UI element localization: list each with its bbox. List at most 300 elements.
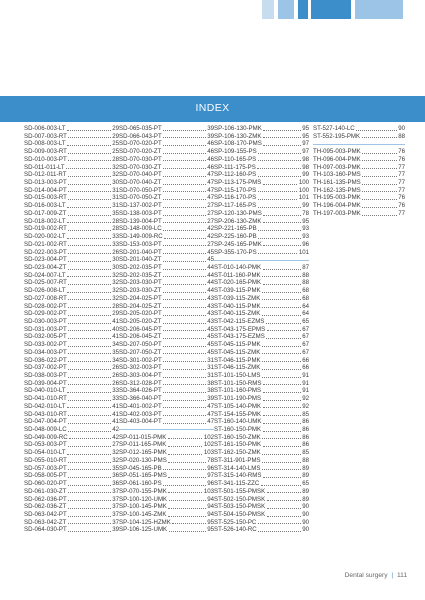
product-code: SD-070-020-ZT	[119, 148, 162, 156]
dot-leader	[68, 411, 110, 417]
page-reference: 76	[398, 155, 405, 163]
dot-leader	[262, 449, 300, 455]
page-reference: 44	[207, 263, 214, 271]
page-reference: 44	[207, 271, 214, 279]
index-entry	[214, 434, 309, 442]
product-code: SD-202-035-PT	[119, 263, 162, 271]
dot-leader	[356, 125, 397, 131]
product-code: SD-153-003-PT	[119, 240, 162, 248]
index-entry	[119, 310, 214, 318]
page-reference: 40	[112, 325, 119, 333]
index-entry	[214, 426, 309, 434]
product-code: SD-203-030-PT	[119, 279, 162, 287]
index-entry	[214, 457, 309, 465]
product-code: SP-012-165-PMK	[119, 449, 167, 457]
page-reference: 96	[302, 240, 309, 248]
page-reference: 98	[302, 163, 309, 171]
index-entry	[119, 303, 214, 311]
index-entry	[214, 387, 309, 395]
index-entry	[119, 503, 214, 511]
product-code: TH-161-135-PMS	[313, 179, 361, 187]
dot-leader	[68, 187, 111, 193]
product-code: SD-048-009-LC	[24, 426, 67, 434]
dot-leader	[68, 511, 111, 517]
index-entry	[24, 171, 119, 179]
index-entry	[24, 357, 119, 365]
product-code: ST-045-115-ZMK	[214, 348, 261, 356]
page-reference: 42	[112, 426, 119, 434]
dot-leader	[163, 333, 206, 339]
dot-leader	[163, 256, 206, 262]
index-entry	[214, 333, 309, 341]
index-entry	[119, 295, 214, 303]
product-code: SD-039-004-PT	[24, 379, 67, 387]
dot-leader	[67, 449, 111, 455]
page-reference: 42	[207, 233, 214, 241]
dot-leader	[163, 179, 206, 185]
index-entry	[24, 480, 119, 488]
page-reference: 95	[207, 518, 214, 526]
index-entry	[119, 488, 214, 496]
dot-leader	[262, 434, 300, 440]
dot-leader	[163, 133, 206, 139]
page-reference: 37	[112, 510, 119, 518]
index-entry	[24, 194, 119, 202]
index-entry	[214, 418, 309, 426]
product-code: SP-111-175-PS	[214, 163, 256, 171]
index-entry	[119, 202, 214, 210]
page-reference: 29	[112, 310, 119, 318]
page-reference: 27	[112, 441, 119, 449]
page-reference: 93	[302, 225, 309, 233]
page-reference: 100	[298, 179, 309, 187]
product-code: SD-027-008-RT	[24, 294, 67, 302]
page-reference: 92	[302, 402, 309, 410]
product-code: SD-062-036-ZT	[24, 503, 67, 511]
index-entry	[119, 372, 214, 380]
product-code: SD-010-003-PT	[24, 155, 67, 163]
page-title: INDEX	[195, 102, 230, 114]
product-code: SD-149-009-RC	[119, 233, 163, 241]
index-entry	[24, 519, 119, 527]
index-entry	[214, 202, 309, 210]
product-code: SP-110-165-PS	[214, 155, 257, 163]
dot-leader	[68, 380, 111, 386]
dot-leader	[168, 503, 205, 509]
product-code: ST-020-165-PMK	[214, 279, 262, 287]
dot-leader	[258, 171, 301, 177]
page-reference: 89	[302, 495, 309, 503]
product-code: ST-039-115-PMK	[214, 287, 261, 295]
dot-leader	[163, 295, 206, 301]
index-entry	[24, 218, 119, 226]
product-code: ST-010-140-PMK	[214, 263, 262, 271]
product-code: SP-355-170-PS	[214, 248, 257, 256]
product-code: SD-205-020-ZT	[119, 317, 162, 325]
index-entry	[214, 349, 309, 357]
index-entry	[214, 526, 309, 534]
product-code: SD-402-003-PT	[119, 410, 162, 418]
page-reference: 66	[302, 364, 309, 372]
dot-leader	[262, 295, 301, 301]
index-entry	[214, 218, 309, 226]
index-entry	[24, 233, 119, 241]
product-code: SP-106-130-PMK	[214, 125, 262, 132]
page-reference: 32	[112, 279, 119, 287]
product-code: TH-196-004-PMK	[313, 202, 361, 210]
index-section-divider	[214, 256, 309, 264]
product-code: SD-047-004-PT	[24, 418, 67, 426]
dot-leader	[163, 202, 206, 208]
product-code: ST-502-150-PMSK	[214, 495, 266, 503]
page-reference: 45	[207, 248, 214, 256]
product-code: SD-202-035-ZT	[119, 271, 162, 279]
dot-leader	[163, 465, 206, 471]
dot-leader	[163, 480, 206, 486]
index-entry	[24, 380, 119, 388]
index-header-bar	[0, 96, 425, 122]
dot-leader	[68, 310, 111, 316]
page-reference: 90	[302, 518, 309, 526]
index-entry	[24, 395, 119, 403]
dot-leader	[67, 403, 111, 409]
dot-leader	[68, 364, 111, 370]
page-reference: 28	[112, 225, 119, 233]
page-reference: 32	[112, 163, 119, 171]
dot-leader	[68, 148, 110, 154]
product-code: ST-311-901-PMS	[214, 456, 261, 464]
index-entry	[119, 519, 214, 527]
page-reference: 45	[207, 256, 214, 264]
page-reference: 94	[207, 495, 214, 503]
product-code: SD-026-008-LT	[24, 287, 66, 295]
page-reference: 32	[112, 287, 119, 295]
product-code: ST-045-115-PMK	[214, 341, 261, 349]
dot-leader	[163, 279, 206, 285]
header-decoration-block	[311, 0, 351, 19]
index-entry	[119, 496, 214, 504]
page-reference: 41	[112, 317, 119, 325]
index-entry	[119, 441, 214, 449]
header-decoration-block	[262, 0, 274, 19]
dot-leader	[262, 364, 301, 370]
page-reference: 27	[207, 202, 214, 210]
index-entry	[119, 457, 214, 465]
dot-leader	[67, 125, 111, 131]
product-code: SD-021-002-RT	[24, 240, 67, 248]
product-code: ST-315-140-RMS	[214, 472, 262, 480]
header-decoration-block	[298, 0, 308, 19]
dot-leader	[168, 472, 205, 478]
product-code: SP-011-015-PMK	[119, 433, 167, 441]
product-code: SD-040-010-LT	[24, 387, 66, 395]
page-reference: 39	[207, 132, 214, 140]
page-reference: 87	[302, 263, 309, 271]
product-code: SD-064-030-PT	[24, 526, 67, 534]
index-entry	[214, 140, 309, 148]
page-reference: 68	[302, 294, 309, 302]
product-code: ST-101-150-LMS	[214, 372, 261, 379]
product-code: SD-057-003-PT	[24, 464, 67, 472]
product-code: TH-095-003-PMK	[313, 148, 361, 156]
page-reference: 99	[302, 171, 309, 179]
dot-leader	[258, 148, 301, 154]
product-code: ST-525-150-PC	[214, 518, 257, 526]
page-reference: 37	[112, 503, 119, 511]
product-code: ST-154-155-PMK	[214, 410, 262, 418]
dot-leader	[68, 357, 111, 363]
product-code: SD-028-002-PT	[24, 302, 67, 310]
index-entry	[24, 202, 119, 210]
product-code: ST-162-150-ZMK	[214, 449, 261, 457]
page-reference: 39	[207, 395, 214, 403]
dot-leader	[68, 441, 111, 447]
index-entry	[24, 511, 119, 519]
index-entry	[24, 364, 119, 372]
dot-leader	[258, 225, 301, 231]
product-code: SP-109-155-PS	[214, 148, 257, 156]
dot-leader	[263, 441, 301, 447]
product-code: SD-036-022-PT	[24, 356, 67, 364]
product-code: SD-403-004-PT	[119, 418, 162, 426]
page-reference: 102	[203, 441, 214, 449]
index-entry	[24, 465, 119, 473]
product-code: SP-108-170-PMS	[214, 140, 262, 148]
product-code: SD-020-002-LT	[24, 233, 66, 241]
index-entry	[214, 264, 309, 272]
product-code: SD-206-045-ZT	[119, 333, 162, 341]
page-reference: 91	[302, 387, 309, 395]
product-code: ST-039-115-ZMK	[214, 294, 261, 302]
product-code: SD-030-003-PT	[24, 317, 67, 325]
dot-leader	[362, 187, 396, 193]
index-entry	[214, 148, 309, 156]
index-entry	[24, 472, 119, 480]
page-reference: 101	[298, 248, 309, 256]
dot-leader	[258, 526, 301, 532]
product-code: SD-070-050-PT	[119, 186, 162, 194]
index-entry	[24, 526, 119, 534]
page-reference: 32	[112, 171, 119, 179]
index-entry	[214, 272, 309, 280]
product-code: SD-364-026-PT	[119, 387, 162, 395]
page-reference: 31	[112, 194, 119, 202]
index-entry	[214, 341, 309, 349]
header-decoration-block	[278, 0, 294, 19]
index-entry	[214, 364, 309, 372]
page-reference: 37	[112, 487, 119, 495]
product-code: SD-049-009-RC	[24, 433, 68, 441]
page-reference: 45	[207, 325, 214, 333]
product-code: SD-034-003-PT	[24, 348, 67, 356]
product-code: SD-025-007-RT	[24, 279, 67, 287]
dot-leader	[68, 503, 111, 509]
index-entry	[214, 287, 309, 295]
index-entry	[24, 272, 119, 280]
index-entry	[119, 171, 214, 179]
index-entry	[214, 441, 309, 449]
dot-leader	[263, 264, 301, 270]
page-reference: 26	[112, 379, 119, 387]
index-entry	[214, 511, 309, 519]
dot-leader	[263, 125, 300, 131]
page-reference: 88	[398, 132, 405, 140]
dot-leader	[68, 171, 111, 177]
product-code: ST-160-150-ZMK	[214, 433, 261, 441]
index-entry	[214, 133, 309, 141]
product-code: ST-040-115-ZMK	[214, 310, 261, 318]
page-reference: 41	[112, 410, 119, 418]
page-reference: 102	[203, 433, 214, 441]
product-code: SD-301-002-PT	[119, 356, 162, 364]
page-reference: 32	[112, 271, 119, 279]
product-code: TH-103-160-PMS	[313, 171, 361, 179]
dot-leader	[362, 133, 397, 139]
page-reference: 41	[112, 418, 119, 426]
index-entry	[214, 372, 309, 380]
index-entry	[313, 156, 405, 164]
product-code: SD-207-050-PT	[119, 341, 162, 349]
dot-leader	[163, 171, 206, 177]
dot-leader	[168, 441, 203, 447]
divider-line	[119, 429, 214, 430]
dot-leader	[262, 465, 301, 471]
index-entry	[214, 210, 309, 218]
product-code: SP-051-165-PMS	[119, 472, 167, 480]
dot-leader	[267, 511, 301, 517]
index-entry	[214, 519, 309, 527]
dot-leader	[163, 357, 206, 363]
index-entry	[313, 171, 405, 179]
product-code: SD-060-020-PT	[24, 480, 67, 488]
index-entry	[214, 233, 309, 241]
product-code: SD-401-002-PT	[119, 402, 162, 410]
page-reference: 90	[302, 526, 309, 534]
page-reference: 86	[302, 441, 309, 449]
page-reference: 37	[112, 518, 119, 526]
dot-leader	[68, 426, 111, 432]
index-entry	[119, 125, 214, 133]
dot-leader	[68, 326, 111, 332]
index-entry	[24, 303, 119, 311]
index-entry	[119, 380, 214, 388]
product-code: SD-138-003-PT	[119, 209, 162, 217]
product-code: SD-203-030-ZT	[119, 287, 162, 295]
page-reference: 93	[302, 233, 309, 241]
product-code: ST-101-150-RMS	[214, 379, 262, 387]
page-reference: 30	[112, 263, 119, 271]
product-code: SD-006-003-LT	[24, 125, 66, 132]
dot-leader	[163, 341, 206, 347]
page-reference: 78	[302, 209, 309, 217]
index-entry	[24, 318, 119, 326]
index-entry	[313, 148, 405, 156]
page-reference: 31	[112, 202, 119, 210]
index-entry	[214, 480, 309, 488]
page-reference: 45	[207, 333, 214, 341]
index-entry	[119, 349, 214, 357]
page-reference: 47	[207, 194, 214, 202]
page-reference: 26	[112, 248, 119, 256]
dot-leader	[262, 457, 301, 463]
product-code: SP-116-170-PS	[214, 194, 257, 202]
dot-leader	[263, 210, 300, 216]
dot-leader	[68, 488, 111, 494]
dot-leader	[68, 225, 110, 231]
page-reference: 77	[398, 163, 405, 171]
index-entry	[214, 411, 309, 419]
page-reference: 47	[207, 402, 214, 410]
product-code: SD-008-003-LT	[24, 140, 66, 148]
page-reference: 67	[302, 341, 309, 349]
page-reference: 37	[112, 495, 119, 503]
page-reference: 88	[302, 456, 309, 464]
dot-leader	[168, 488, 202, 494]
page-reference: 86	[302, 433, 309, 441]
index-entry	[24, 349, 119, 357]
page-reference: 30	[112, 256, 119, 264]
dot-leader	[266, 333, 300, 339]
page-reference: 42	[112, 433, 119, 441]
dot-leader	[68, 318, 111, 324]
index-entry	[214, 310, 309, 318]
dot-leader	[68, 341, 111, 347]
page-reference: 66	[302, 356, 309, 364]
dot-leader	[68, 156, 111, 162]
product-code: ST-161-150-PMK	[214, 441, 262, 449]
page-reference: 77	[398, 186, 405, 194]
product-code: SD-148-009-LC	[119, 225, 162, 233]
index-entry	[24, 496, 119, 504]
page-reference: 47	[207, 171, 214, 179]
index-entry	[119, 264, 214, 272]
index-entry	[119, 272, 214, 280]
page-reference: 41	[112, 333, 119, 341]
index-entry	[214, 187, 309, 195]
dot-leader	[168, 457, 205, 463]
index-entry	[214, 156, 309, 164]
dot-leader	[163, 303, 206, 309]
product-code: SP-011-165-PMK	[119, 441, 167, 449]
index-entry	[24, 387, 119, 395]
dot-leader	[263, 387, 301, 393]
page-reference: 90	[302, 510, 309, 518]
dot-leader	[258, 194, 298, 200]
product-code: ST-011-160-PMK	[214, 271, 261, 279]
dot-leader	[67, 202, 111, 208]
page-reference: 33	[112, 395, 119, 403]
product-code: ST-341-115-ZZC	[214, 480, 260, 488]
dot-leader	[68, 333, 111, 339]
index-entry	[119, 387, 214, 395]
page-reference: 46	[207, 155, 214, 163]
product-code: ST-504-150-PMSK	[214, 510, 266, 518]
index-entry	[214, 194, 309, 202]
page-reference: 94	[207, 503, 214, 511]
index-entry	[24, 148, 119, 156]
header-decoration-block	[355, 0, 403, 19]
product-code: SD-201-040-PT	[119, 248, 162, 256]
index-entry	[24, 264, 119, 272]
page-reference: 96	[207, 464, 214, 472]
index-entry	[119, 218, 214, 226]
product-code: SD-019-002-RT	[24, 225, 67, 233]
dot-leader	[362, 179, 396, 185]
product-code: ST-552-195-PMK	[313, 132, 361, 140]
product-code: SP-104-125-HZMK	[119, 518, 171, 526]
dot-leader	[163, 403, 206, 409]
dot-leader	[262, 287, 301, 293]
